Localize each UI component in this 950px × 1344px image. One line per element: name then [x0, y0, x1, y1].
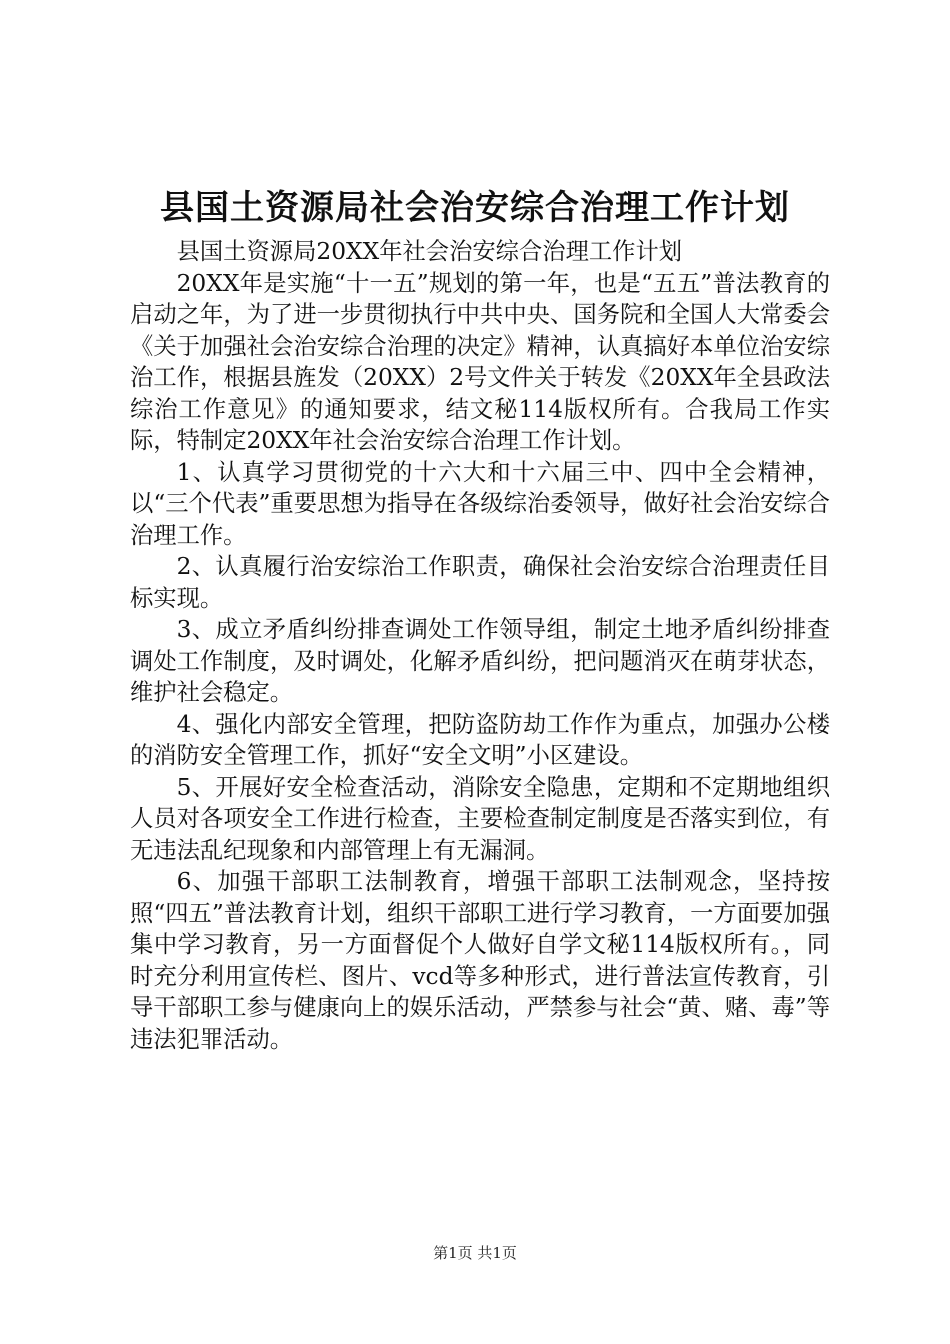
paragraph-item-2: 2、认真履行治安综治工作职责，确保社会治安综合治理责任目标实现。	[130, 553, 830, 612]
paragraph-subtitle: 县国土资源局20XX年社会治安综合治理工作计划	[176, 238, 683, 265]
document-body	[130, 236, 830, 1055]
document-title: 县国土资源局社会治安综合治理工作计划	[160, 188, 790, 228]
paragraph-item-5: 5、开展好安全检查活动，消除安全隐患，定期和不定期地组织人员对各项安全工作进行检查，主要检查制定制度是否落实到位，有无违法乱纪现象和内部管理上有无漏洞。	[130, 773, 830, 864]
paragraph-item-6: 6、加强干部职工法制教育，增强干部职工法制观念，坚持按照“四五”普法教育计划，组织干部职工进行学习教育，一方面要加强集中学习教育，另一方面督促个人做好自学文秘114版权所有。，同时充分利用宣传栏、图片、vcd等多种形式，进行普法宣传教育，引导干部职工参与健康向上的娱乐活动，严禁参与社会“黄、赌、毒”等违法犯罪活动。	[130, 868, 830, 1053]
paragraph-intro: 20XX年是实施“十一五”规划的第一年，也是“五五”普法教育的启动之年，为了进一步贯彻执行中共中央、国务院和全国人大常委会《关于加强社会治安综合治理的决定》精神，认真搞好本单位治安综治工作，根据县旌发（20XX）2号文件关于转发《20XX年全县政法综治工作意见》的通知要求，结文秘114版权所有。合我局工作实际，特制定20XX年社会治安综合治理工作计划。	[130, 269, 830, 454]
page-footer: 第1页 共1页	[433, 1244, 517, 1262]
paragraph-item-1: 1、认真学习贯彻党的十六大和十六届三中、四中全会精神，以“三个代表”重要思想为指导在各级综治委领导，做好社会治安综合治理工作。	[130, 458, 830, 549]
paragraph-item-4: 4、强化内部安全管理，把防盗防劫工作作为重点，加强办公楼的消防安全管理工作，抓好“安全文明”小区建设。	[130, 710, 830, 769]
paragraph-item-3: 3、成立矛盾纠纷排查调处工作领导组，制定土地矛盾纠纷排查调处工作制度，及时调处，化解矛盾纠纷，把问题消灭在萌芽状态，维护社会稳定。	[130, 616, 830, 706]
